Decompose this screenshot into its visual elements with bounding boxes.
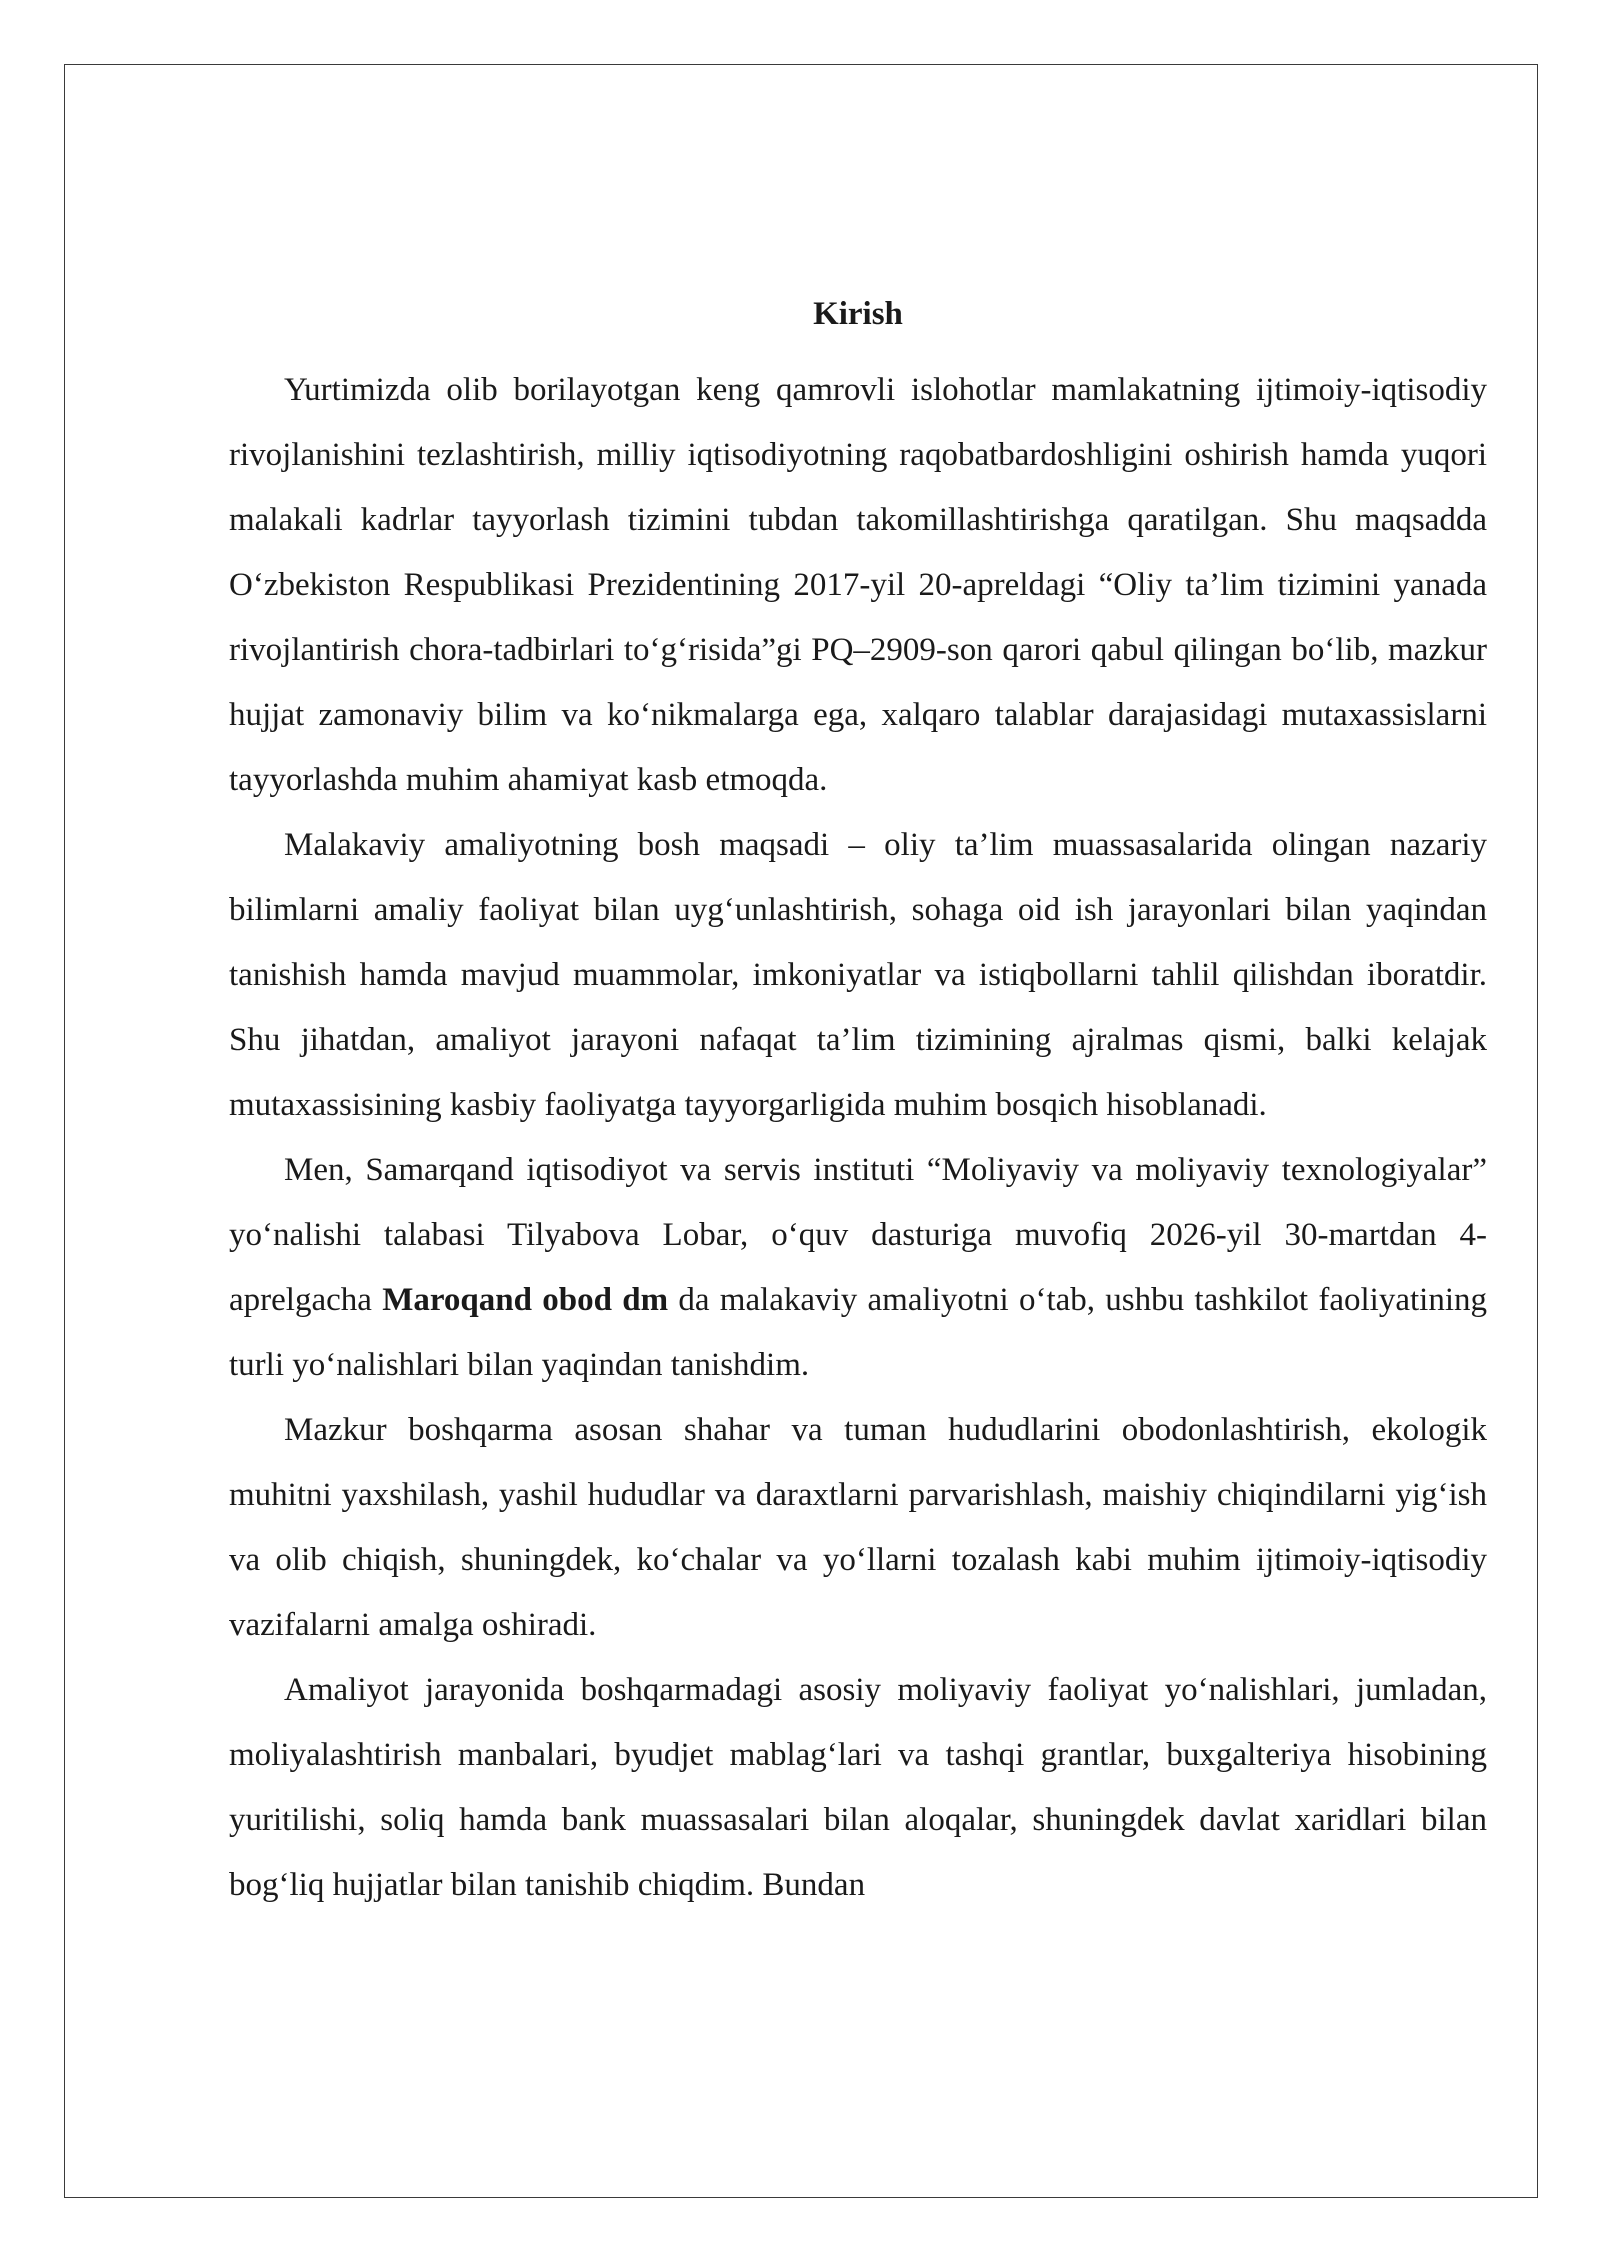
paragraph-3-text-start: Men, Samarqand iqtisodiyot va servis instituti “Moliyaviy va moliyaviy texnologiyalar” yo‘nalishi talabasi Tilyabova Lobar, o‘quv dasturiga muvofiq 2026-yil 30-martdan 4-aprelgacha	[229, 1152, 1487, 1318]
paragraph-1: Yurtimizda olib borilayotgan keng qamrovli islohotlar mamlakatning ijtimoiy-iqtisodiy rivojlanishini tezlashtirish, milliy iqtisodiyotning raqobatbardoshligini oshirish hamda yuqori malakali kadrlar tayyorlash tizimini tubdan takomillashtirishga qaratilgan. Shu maqsadda O‘zbekiston Respublikasi Prezidentining 2017-yil 20-apreldagi “Oliy ta’lim tizimini yanada rivojlantirish chora-tadbirlari to‘g‘risida”gi PQ–2909-son qarori qabul qilingan bo‘lib, mazkur hujjat zamonaviy bilim va ko‘nikmalarga ega, xalqaro talablar darajasidagi mutaxassislarni tayyorlashda muhim ahamiyat kasb etmoqda.	[229, 372, 1487, 798]
paragraph-4: Mazkur boshqarma asosan shahar va tuman hududlarini obodonlashtirish, ekologik muhitni yaxshilash, yashil hududlar va daraxtlarni parvarishlash, maishiy chiqindilarni yig‘ish va olib chiqish, shuningdek, ko‘chalar va yo‘llarni tozalash kabi muhim ijtimoiy-iqtisodiy vazifalarni amalga oshiradi.	[229, 1412, 1487, 1643]
paragraph-5: Amaliyot jarayonida boshqarmadagi asosiy moliyaviy faoliyat yo‘nalishlari, jumladan, moliyalashtirish manbalari, byudjet mablag‘lari va tashqi grantlar, buxgalteriya hisobining yuritilishi, soliq hamda bank muassasalari bilan aloqalar, shuningdek davlat xaridlari bilan bog‘liq hujjatlar bilan tanishib chiqdim. Bundan	[229, 1672, 1487, 1903]
paragraph-2: Malakaviy amaliyotning bosh maqsadi – oliy ta’lim muassasalarida olingan nazariy bilimlarni amaliy faoliyat bilan uyg‘unlashtirish, sohaga oid ish jarayonlari bilan yaqindan tanishish hamda mavjud muammolar, imkoniyatlar va istiqbollarni tahlil qilishdan iboratdir. Shu jihatdan, amaliyot jarayoni nafaqat ta’lim tizimining ajralmas qismi, balki kelajak mutaxassisining kasbiy faoliyatga tayyorgarligida muhim bosqich hisoblanadi.	[229, 827, 1487, 1123]
page-title: Kirish	[813, 296, 903, 332]
organization-name: Maroqand obod dm	[382, 1282, 669, 1318]
paragraph-3-text-end: da malakaviy amaliyotni o‘tab, ushbu tashkilot faoliyatining turli yo‘nalishlari bilan yaqindan tanishdim.	[229, 1282, 1487, 1383]
paragraph-3	[229, 1138, 1487, 1398]
document-body	[229, 288, 1487, 1918]
